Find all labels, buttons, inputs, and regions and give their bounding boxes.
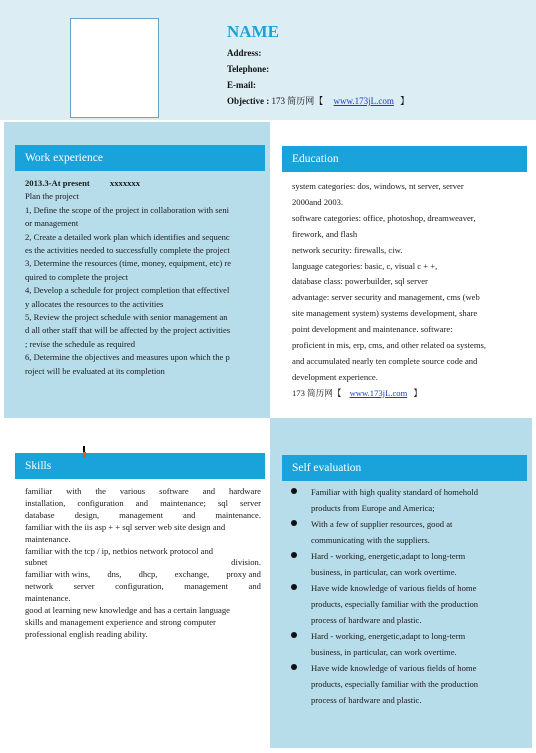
work-line: or management	[25, 218, 79, 229]
education-line: firework, and flash	[292, 228, 358, 239]
skills-line	[25, 569, 261, 581]
skills-line	[25, 534, 261, 546]
skills-line	[25, 498, 261, 510]
self-evaluation-item	[286, 628, 526, 660]
education-line: advantage: server security and management, cms (web	[292, 292, 480, 303]
skills-line	[25, 629, 261, 641]
work-line: es the activities needed to successfully complete the project	[25, 245, 230, 256]
education-line: 2000and 2003.	[292, 196, 344, 207]
self-evaluation-title: Self evaluation	[282, 455, 527, 481]
education-line: software categories: office, photoshop, dreamweaver,	[292, 212, 476, 223]
skills-word: division.	[231, 557, 261, 568]
skills-body	[25, 486, 261, 641]
telephone-line	[227, 61, 409, 77]
self-evaluation-item	[286, 484, 526, 516]
bullet-icon	[291, 632, 297, 638]
skills-word: and	[248, 581, 261, 592]
skills-line	[25, 486, 261, 498]
work-experience-body	[25, 177, 263, 378]
skills-word: maintenance.	[25, 533, 71, 544]
skills-word: network	[25, 581, 54, 592]
skills-line	[25, 605, 261, 617]
work-date-line	[25, 177, 263, 190]
skills-word: proxy and	[226, 569, 261, 580]
skills-word: familiar with the tcp / ip, netbios network protocol and	[25, 545, 214, 556]
skills-word: good at learning new knowledge and has a certain language	[25, 605, 230, 616]
skills-word: database	[25, 509, 55, 520]
skills-word: and	[135, 497, 149, 508]
skills-word: skills and management experience and strong computer	[25, 616, 216, 627]
education-line: point development and maintenance. software:	[292, 324, 453, 335]
objective-label: Objective :	[227, 96, 270, 106]
work-date: 2013.3-At present	[25, 178, 90, 188]
education-line: database class: powerbuilder, sql server	[292, 276, 428, 287]
self-evaluation-line: communicating with the suppliers.	[311, 535, 430, 545]
self-evaluation-line: products, especially familiar with the production	[311, 599, 479, 609]
work-line: 3, Determine the resources (time, money, equipment, etc) re	[25, 258, 232, 269]
bullet-icon	[291, 584, 297, 590]
skills-line	[25, 510, 261, 522]
skills-word: and	[183, 509, 196, 520]
education-line: and accumulated nearly ten complete source code and	[292, 355, 478, 366]
skills-word: dhcp,	[138, 569, 158, 580]
email-label: E-mail:	[227, 80, 256, 90]
objective-text: 173 简历网【	[271, 96, 324, 106]
self-evaluation-item	[286, 516, 526, 548]
objective-end: 】	[400, 96, 410, 106]
email-line	[227, 77, 409, 93]
self-evaluation-list	[286, 484, 526, 708]
photo-placeholder	[70, 18, 159, 118]
work-line: 2, Create a detailed work plan which identifies and sequenc	[25, 231, 230, 242]
self-evaluation-line: With a few of supplier resources, good at	[311, 519, 453, 529]
skills-word: maintenance.	[215, 509, 261, 520]
self-evaluation-line: products from Europe and America;	[311, 503, 435, 513]
bullet-icon	[291, 664, 297, 670]
address-label: Address:	[227, 48, 262, 58]
telephone-label: Telephone:	[227, 64, 270, 74]
bullet-icon	[291, 520, 297, 526]
contact-info	[227, 22, 409, 109]
skills-word: management	[119, 509, 164, 520]
self-evaluation-line: Hard - working, energetic,adapt to long-term	[311, 631, 466, 641]
self-evaluation-item	[286, 660, 526, 708]
skills-word: exchange,	[174, 569, 210, 580]
text-cursor-tip	[83, 452, 86, 457]
self-evaluation-line: Have wide knowledge of various fields of home	[311, 663, 477, 673]
resume-name: NAME	[227, 22, 279, 41]
work-line: d all other staff that will be affected by the project activities	[25, 325, 231, 336]
skills-word: the	[95, 486, 106, 496]
bullet-icon	[291, 488, 297, 494]
skills-word: subnet	[25, 557, 48, 568]
resume-header	[0, 0, 536, 120]
skills-word: familiar with the iis asp + + sql server web site design and	[25, 521, 226, 532]
skills-word: familiar	[25, 486, 53, 496]
skills-word: hardware	[229, 486, 261, 496]
education-footer	[292, 386, 524, 402]
skills-word: maintenance.	[25, 593, 71, 604]
skills-word: design,	[74, 509, 100, 520]
education-body	[292, 179, 524, 402]
work-line: quired to complete the project	[25, 271, 129, 282]
skills-line	[25, 593, 261, 605]
skills-word: configuration	[77, 497, 124, 508]
objective-line	[227, 93, 409, 109]
skills-word: sql	[217, 497, 228, 508]
work-line: Plan the project	[25, 191, 79, 202]
self-evaluation-line: process of hardware and plastic.	[311, 695, 422, 705]
skills-word: various	[119, 486, 146, 496]
work-line: ; revise the schedule as required	[25, 338, 136, 349]
education-line: proficient in mis, erp, cms, and other related oa systems,	[292, 340, 487, 351]
bullet-icon	[291, 552, 297, 558]
self-evaluation-line: products, especially familiar with the production	[311, 679, 479, 689]
skills-word: configuration,	[115, 581, 164, 592]
work-line: 6, Determine the objectives and measures upon which the p	[25, 352, 230, 363]
education-line: language categories: basic, c, visual c + +,	[292, 260, 438, 271]
education-title: Education	[282, 146, 527, 172]
skills-word: software	[159, 486, 189, 496]
education-line: network security: firewalls, ciw.	[292, 244, 403, 255]
skills-word: dns,	[107, 569, 122, 580]
education-line: development experience.	[292, 371, 378, 382]
work-line: roject will be evaluated at its completion	[25, 365, 165, 376]
skills-line	[25, 522, 261, 534]
work-line: 5, Review the project schedule with senior management an	[25, 312, 228, 323]
self-evaluation-line: Familiar with high quality standard of homehold	[311, 487, 479, 497]
self-evaluation-line: business, in particular, can work overtime.	[311, 647, 457, 657]
education-footer-link[interactable]: www.173jL.com	[349, 387, 408, 398]
skills-word: maintenance;	[160, 497, 206, 508]
education-line: site management system) systems development, share	[292, 308, 478, 319]
self-evaluation-line: Hard - working, energetic,adapt to long-term	[311, 551, 466, 561]
skills-line	[25, 557, 261, 569]
skills-word: management	[184, 581, 229, 592]
work-line: 4, Develop a schedule for project completion that effectivel	[25, 285, 230, 296]
skills-line	[25, 617, 261, 629]
work-line: y allocates the resources to the activities	[25, 298, 164, 309]
self-evaluation-body	[286, 484, 526, 708]
self-evaluation-line: business, in particular, can work overtime.	[311, 567, 457, 577]
education-line: system categories: dos, windows, nt server, server	[292, 181, 464, 191]
skills-word: and	[202, 486, 216, 496]
work-experience-title: Work experience	[15, 145, 265, 171]
skills-line	[25, 546, 261, 558]
skills-word: professional english reading ability.	[25, 628, 148, 639]
work-company: xxxxxxx	[109, 178, 140, 188]
skills-word: server	[73, 581, 95, 592]
self-evaluation-item	[286, 548, 526, 580]
skills-word: installation,	[25, 497, 66, 508]
skills-word: familiar with wins,	[25, 569, 91, 580]
skills-title: Skills	[15, 453, 265, 479]
skills-word: server	[239, 497, 261, 508]
address-line	[227, 45, 409, 61]
work-line: 1, Define the scope of the project in collaboration with seni	[25, 204, 230, 215]
self-evaluation-item	[286, 580, 526, 628]
education-footer-text: 173 简历网【	[292, 387, 342, 398]
self-evaluation-line: Have wide knowledge of various fields of home	[311, 583, 477, 593]
skills-line	[25, 581, 261, 593]
education-footer-end: 】	[413, 387, 423, 398]
skills-word: with	[66, 486, 82, 496]
objective-link[interactable]: www.173jL.com	[333, 96, 394, 106]
self-evaluation-line: process of hardware and plastic.	[311, 615, 422, 625]
